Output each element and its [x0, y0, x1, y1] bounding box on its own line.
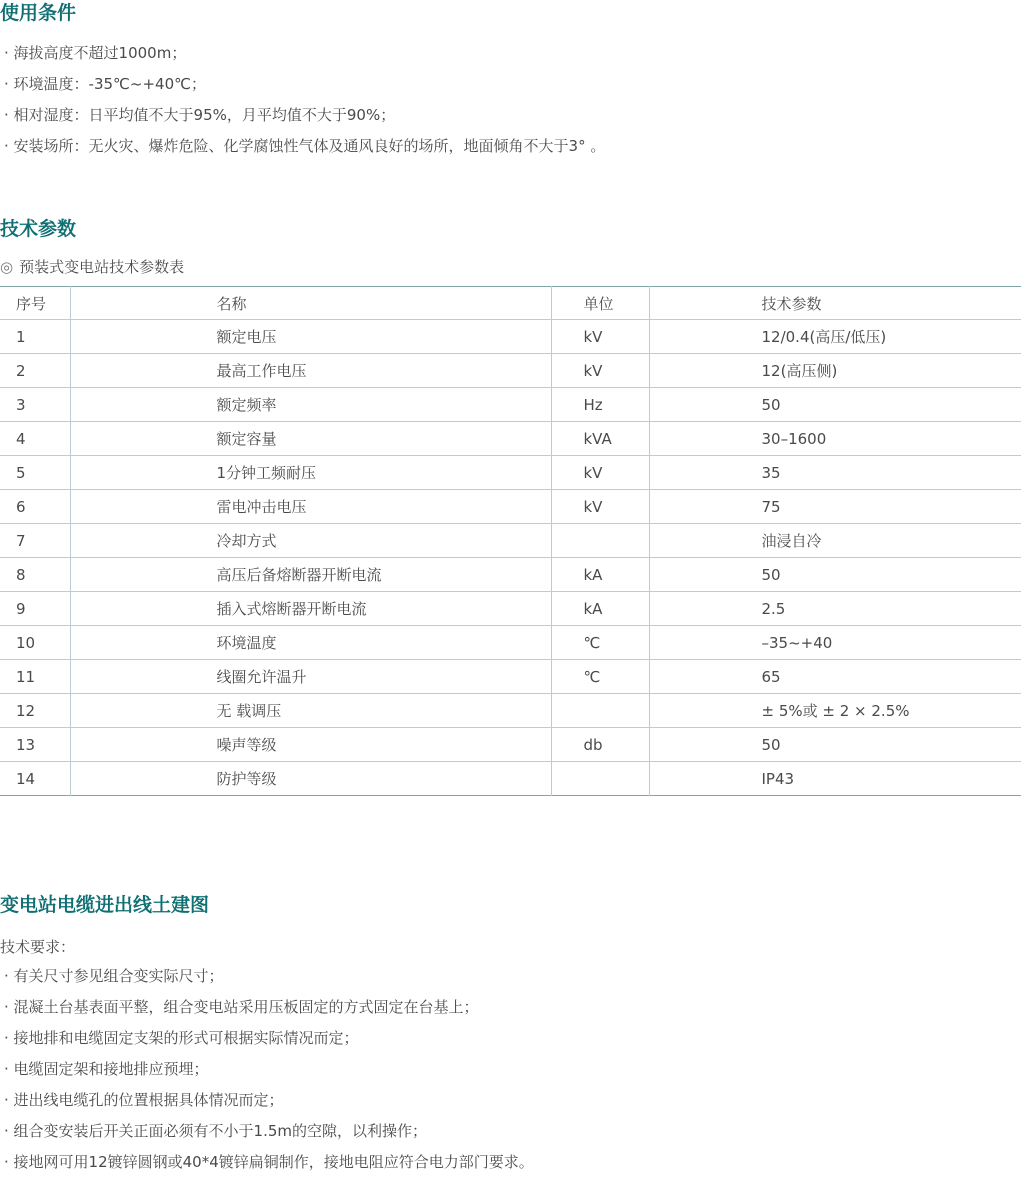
- cell-value: ± 5%或 ± 2 × 2.5%: [649, 694, 1021, 728]
- cell-name: 无 载调压: [70, 694, 551, 728]
- cell-index: 9: [0, 592, 70, 626]
- cell-index: 12: [0, 694, 70, 728]
- cell-name: 线圈允许温升: [70, 660, 551, 694]
- cell-value: 35: [649, 456, 1021, 490]
- cell-name: 噪声等级: [70, 728, 551, 762]
- cell-index: 6: [0, 490, 70, 524]
- cell-unit: db: [551, 728, 649, 762]
- caption-text: 预装式变电站技术参数表: [19, 258, 185, 276]
- requirements-list: [0, 961, 534, 1178]
- cell-unit: [551, 694, 649, 728]
- cell-index: 13: [0, 728, 70, 762]
- cell-value: 12(高压侧): [649, 354, 1021, 388]
- cell-unit: [551, 762, 649, 796]
- cell-value: 75: [649, 490, 1021, 524]
- cell-index: 5: [0, 456, 70, 490]
- cell-name: 1分钟工频耐压: [70, 456, 551, 490]
- table-row: [0, 388, 1021, 422]
- technical-heading: 技术参数: [0, 218, 77, 240]
- cell-unit: Hz: [551, 388, 649, 422]
- header-unit: 单位: [551, 287, 649, 320]
- cell-unit: kVA: [551, 422, 649, 456]
- cell-unit: ℃: [551, 660, 649, 694]
- cell-name: 额定频率: [70, 388, 551, 422]
- cell-name: 额定电压: [70, 320, 551, 354]
- table-row: [0, 524, 1021, 558]
- cell-name: 雷电冲击电压: [70, 490, 551, 524]
- list-item: · 海拔高度不超过1000m；: [0, 38, 605, 69]
- table-row: [0, 626, 1021, 660]
- list-item: · 环境温度：-35℃~+40℃；: [0, 69, 605, 100]
- cell-index: 10: [0, 626, 70, 660]
- table-caption: [0, 256, 184, 277]
- cell-name: 冷却方式: [70, 524, 551, 558]
- cell-index: 1: [0, 320, 70, 354]
- cell-unit: kA: [551, 558, 649, 592]
- civil-heading: 变电站电缆进出线土建图: [0, 894, 210, 916]
- cell-index: 11: [0, 660, 70, 694]
- cell-name: 额定容量: [70, 422, 551, 456]
- requirements-label: 技术要求：: [0, 938, 76, 956]
- circle-bullet-icon: ◎: [0, 258, 14, 276]
- cell-value: 油浸自冷: [649, 524, 1021, 558]
- cell-name: 环境温度: [70, 626, 551, 660]
- list-item: · 接地网可用12镀锌圆钢或40*4镀锌扁铜制作，接地电阻应符合电力部门要求。: [0, 1147, 534, 1178]
- cell-unit: kV: [551, 456, 649, 490]
- cell-index: 2: [0, 354, 70, 388]
- cell-unit: kV: [551, 354, 649, 388]
- list-item: · 电缆固定架和接地排应预埋；: [0, 1054, 534, 1085]
- cell-unit: kV: [551, 490, 649, 524]
- list-item: · 组合变安装后开关正面必须有不小于1.5m的空隙，以利操作；: [0, 1116, 534, 1147]
- parameters-table: [0, 286, 1021, 796]
- table-row: [0, 694, 1021, 728]
- header-index: 序号: [0, 287, 70, 320]
- cell-value: 30–1600: [649, 422, 1021, 456]
- table-row: [0, 592, 1021, 626]
- table-row: [0, 660, 1021, 694]
- table-header-row: [0, 287, 1021, 320]
- list-item: · 接地排和电缆固定支架的形式可根据实际情况而定；: [0, 1023, 534, 1054]
- cell-unit: kA: [551, 592, 649, 626]
- cell-value: 2.5: [649, 592, 1021, 626]
- cell-index: 3: [0, 388, 70, 422]
- cell-index: 8: [0, 558, 70, 592]
- table-row: [0, 558, 1021, 592]
- cell-value: 50: [649, 558, 1021, 592]
- cell-value: 65: [649, 660, 1021, 694]
- list-item: · 进出线电缆孔的位置根据具体情况而定；: [0, 1085, 534, 1116]
- cell-name: 防护等级: [70, 762, 551, 796]
- cell-name: 最高工作电压: [70, 354, 551, 388]
- table-row: [0, 354, 1021, 388]
- cell-name: 插入式熔断器开断电流: [70, 592, 551, 626]
- cell-value: 50: [649, 388, 1021, 422]
- conditions-list: [0, 38, 605, 162]
- cell-unit: kV: [551, 320, 649, 354]
- cell-index: 7: [0, 524, 70, 558]
- cell-value: 50: [649, 728, 1021, 762]
- cell-name: 高压后备熔断器开断电流: [70, 558, 551, 592]
- conditions-heading: 使用条件: [0, 2, 77, 24]
- table-row: [0, 456, 1021, 490]
- cell-index: 14: [16, 769, 36, 788]
- cell-value: –35~+40: [649, 626, 1021, 660]
- header-name: 名称: [70, 287, 551, 320]
- cell-value: IP43: [649, 762, 1021, 796]
- cell-unit: ℃: [551, 626, 649, 660]
- list-item: · 相对湿度：日平均值不大于95%，月平均值不大于90%；: [0, 100, 605, 131]
- cell-value: 12/0.4(高压/低压): [649, 320, 1021, 354]
- list-item: · 安装场所：无火灾、爆炸危险、化学腐蚀性气体及通风良好的场所，地面倾角不大于3° 。: [0, 131, 605, 162]
- list-item: · 混凝土台基表面平整，组合变电站采用压板固定的方式固定在台基上；: [0, 992, 534, 1023]
- cell-unit: [551, 524, 649, 558]
- cell-index: 4: [0, 422, 70, 456]
- table-row: [0, 320, 1021, 354]
- table-row: [0, 490, 1021, 524]
- table-row: [0, 762, 1021, 796]
- table-row: [0, 422, 1021, 456]
- header-value: 技术参数: [649, 287, 1021, 320]
- list-item: · 有关尺寸参见组合变实际尺寸；: [0, 961, 534, 992]
- table-row: [0, 728, 1021, 762]
